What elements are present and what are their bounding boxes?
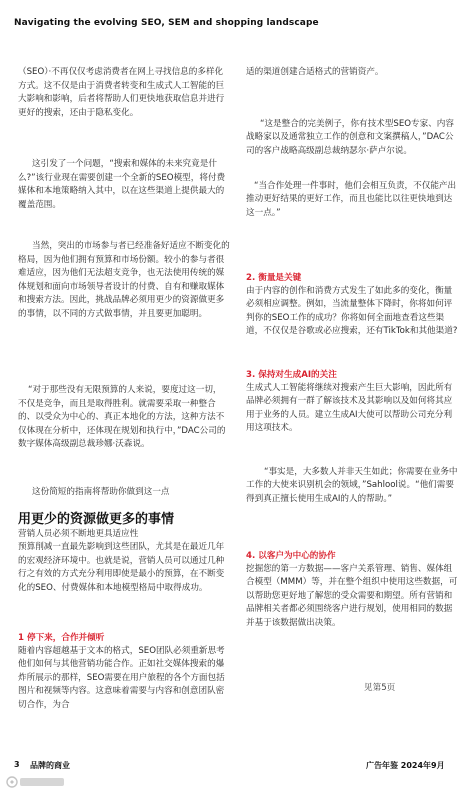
left-paragraph-4: 这份简短的指南将帮助你做到这一点 [32, 487, 170, 497]
watermark-graphic [6, 775, 68, 789]
right-quote-3: “事实是，大多数人并非天生如此；你需要在业务中工作的大使来识别机会的领域，”Sahlool说。“他们需要得到真正擅长使用生成AI的人的帮助。” [246, 466, 458, 504]
section-heading: 用更少的资源做更多的事情 [18, 511, 175, 527]
section-1-title: 1 停下来，合作并倾听 [18, 632, 105, 643]
left-paragraph-5: 营销人员必须不断地更具适应性 预算削减一直最先影响到这些团队，尤其是在最近几年的宏观经济环境中。也就是说，营销人员可以通过几种行之有效的方式充分利用即使是最小的预算，在不断变化的SEO、付费媒体和本地模型格局中取得成功。 [18, 528, 225, 593]
section-2-body: 由于内容的创作和消费方式发生了如此多的变化，衡量必须相应调整。例如，当流量整体下降时，你将如何评判你的SEO工作的成功？你将如何全面地查看这些渠道，不仅仅是谷歌或必应搜索，还有TikTok和其他渠道? [246, 285, 458, 337]
footer-section-name: 品牌的商业 [30, 761, 70, 770]
footer-page-number: 3 [14, 760, 20, 769]
right-quote-1: “这是整合的完美例子，你有技术型SEO专家、内容战略家以及通常独立工作的创意和文案撰稿人，”DAC公司的客户战略高级副总裁纳瑟尔·萨卢尔说。 [246, 118, 454, 156]
section-3-body: 生成式人工智能将继续对搜索产生巨大影响，因此所有品牌必须拥有一群了解该技术及其影响以及如何将其应用于业务的人员。建立生成AI大使可以帮助公司充分利用这项技术。 [246, 382, 453, 434]
right-paragraph-1: 适的渠道创建合适格式的营销资产。 [246, 67, 384, 77]
left-paragraph-1: （SEO）·不再仅仅考虑消费者在网上寻找信息的多样化方式。这不仅是由于消费者转变和生成式人工智能的巨大影响和影响，后者将帮助人们更快地获取信息并进行更好的搜索，还由于隐私变化。 [18, 67, 225, 118]
see-more-link[interactable]: 见第5页 [364, 683, 396, 693]
section-4-title: 4. 以客户为中心的协作 [246, 550, 336, 561]
right-quote-2: “当合作处理一件事时，他们会相互负责，不仅能产出推动更好结果的更好工作，而且也能比以往更快地到达这一点。” [246, 180, 457, 218]
footer-publication: 广告年鉴 2024年9月 [366, 761, 445, 770]
watermark-logo [6, 775, 68, 792]
section-3-title: 3. 保持对生成AI的关注 [246, 369, 337, 380]
page-header-title: Navigating the evolving SEO, SEM and shopping landscape [14, 18, 319, 28]
section-4-body: 挖掘您的第一方数据——客户关系管理、销售、媒体组合模型（MMM）等，并在整个组织中使用这些数据，可以帮助您更好地了解您的受众需要和期望。所有营销和品牌相关者都必须围绕客户进行规划，使用相同的数据并基于该数据做出决策。 [246, 563, 458, 628]
section-1-body: 随着内容超越基于文本的格式，SEO团队必须重新思考他们如何与其他营销功能合作。正如社交媒体搜索的爆炸所展示的那样，SEO需要在用户旅程的各个方面包括图片和视频等内容。这意味着需要与内容和创意团队密切合作，为合 [18, 645, 225, 710]
left-quote-1: “对于那些没有无限预算的人来说，要度过这一切，不仅是竞争，而且是取得胜利。就需要采取一种整合的、以受众为中心的、真正本地化的方法，这种方法不仅体现在分析中，还体现在规划和执行中，”DAC公司的数字媒体高级副总裁珍娜·沃森说。 [18, 385, 226, 450]
right-column [246, 66, 458, 631]
section-2-title: 2. 衡量是关键 [246, 272, 302, 283]
left-paragraph-3: 当然，突出的市场参与者已经准备好适应不断变化的格局，因为他们拥有预算和市场份额。较小的参与者很难适应，因为他们无法超支竞争，也无法使用传统的媒体规划和面向市场领导者设计的付费、自有和赚取媒体和搜索方法。因此，挑战品牌必须用更少的资源做更多的事情，以不同的方式做事情，并且要更加聪明。 [18, 241, 230, 319]
left-column [18, 66, 230, 713]
left-paragraph-2: 这引发了一个问题，“搜索和媒体的未来究竟是什么?”该行业现在需要创建一个全新的SEO模型，将付费媒体和本地策略纳入其中，以在这些渠道上提供最大的覆盖范围。 [18, 159, 226, 210]
